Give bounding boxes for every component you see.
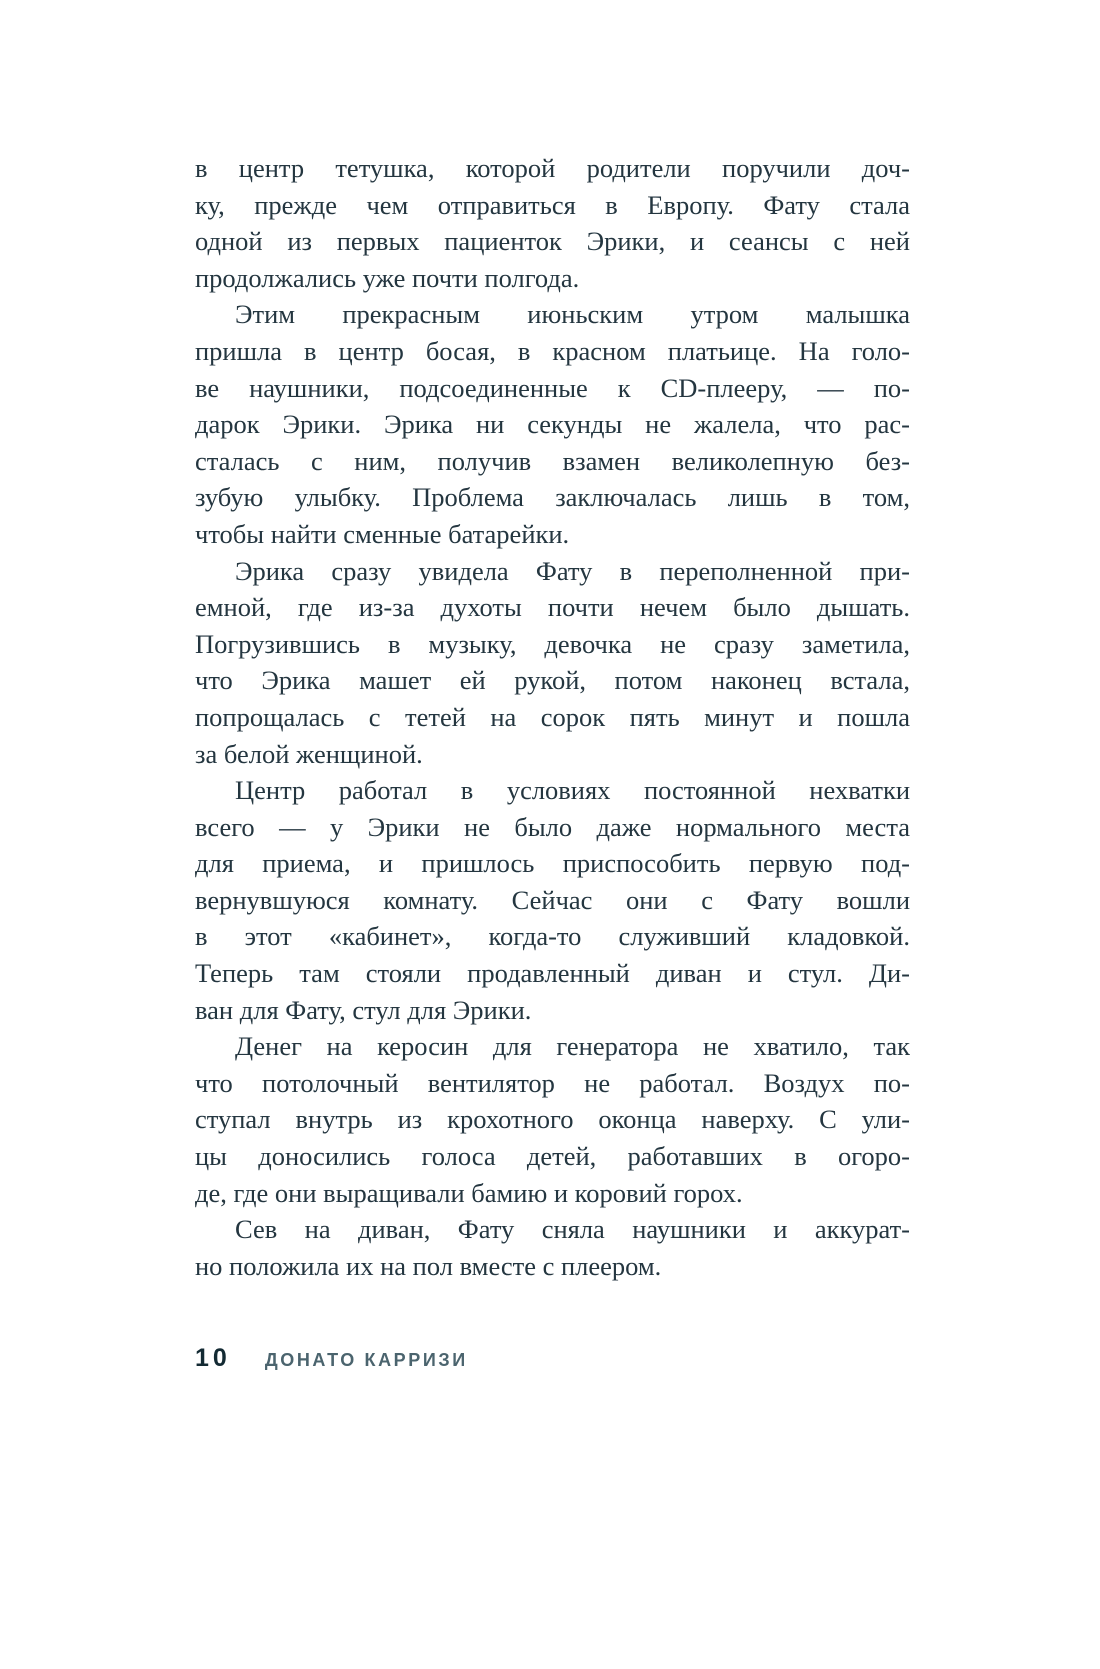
text-line: вернувшуюся комнату. Сейчас они с Фату вошли (195, 884, 910, 915)
text-line: зубую улыбку. Проблема заключалась лишь в том, (195, 482, 910, 513)
text-line: что Эрика машет ей рукой, потом наконец встала, (195, 665, 910, 696)
text-line: но положила их на пол вместе с плеером. (195, 1250, 662, 1281)
text-line: сталась с ним, получив взамен великолепную без- (195, 445, 910, 476)
running-header-author: ДОНАТО КАРРИЗИ (264, 1350, 468, 1370)
text-line: за белой женщиной. (195, 738, 423, 769)
text-line: ван для Фату, стул для Эрики. (195, 994, 532, 1025)
text-line: Погрузившись в музыку, девочка не сразу заметила, (195, 628, 910, 659)
text-line: ку, прежде чем отправиться в Европу. Фату стала (195, 189, 910, 220)
text-line: Эрика сразу увидела Фату в переполненной при- (235, 555, 910, 586)
text-line: всего — у Эрики не было даже нормального места (195, 811, 910, 842)
text-line: Сев на диван, Фату сняла наушники и аккурат- (235, 1214, 910, 1245)
text-block (195, 150, 910, 1284)
page-number: 10 (195, 1344, 231, 1372)
text-line: цы доносились голоса детей, работавших в огоро- (195, 1141, 910, 1172)
text-line: в центр тетушка, которой родители поручили доч- (195, 153, 910, 183)
text-line: для приема, и пришлось приспособить первую под- (195, 848, 910, 879)
text-line: что потолочный вентилятор не работал. Воздух по- (195, 1067, 910, 1098)
text-line: продолжались уже почти полгода. (195, 262, 580, 293)
text-line: попрощалась с тетей на сорок пять минут и пошла (195, 701, 910, 732)
text-line: Центр работал в условиях постоянной нехватки (235, 775, 910, 806)
text-line: де, где они выращивали бамию и коровий горох. (195, 1177, 743, 1208)
text-line: ве наушники, подсоединенные к CD-плееру, — по- (195, 372, 910, 403)
text-line: чтобы найти сменные батарейки. (195, 518, 570, 549)
text-line: одной из первых пациенток Эрики, и сеансы с ней (195, 226, 910, 257)
text-line: дарок Эрики. Эрика ни секунды не жалела, что рас- (195, 409, 910, 440)
text-line: пришла в центр босая, в красном платьице. На голо- (195, 335, 910, 366)
text-line: ступал внутрь из крохотного оконца наверху. С ули- (195, 1104, 910, 1135)
text-line: Этим прекрасным июньским утром малышка (235, 299, 910, 330)
text-line: Теперь там стояли продавленный диван и стул. Ди- (195, 958, 910, 989)
page-footer (195, 1344, 468, 1373)
text-line: Денег на керосин для генератора не хватило, так (235, 1031, 910, 1062)
text-line: в этот «кабинет», когда-то служивший кладовкой. (195, 921, 910, 952)
text-line: емной, где из-за духоты почти нечем было дышать. (195, 592, 910, 623)
